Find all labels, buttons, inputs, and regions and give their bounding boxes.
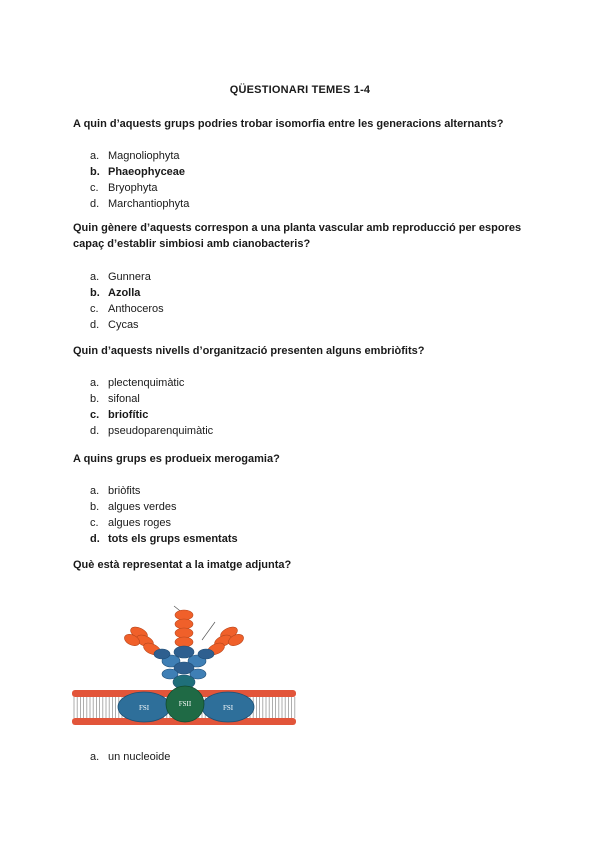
question-4: A quins grups es produeix merogamia?: [73, 453, 280, 465]
option-label: Marchantiophyta: [108, 198, 190, 210]
option-marker: c.: [90, 517, 99, 529]
option-marker: b.: [90, 287, 100, 299]
option-label: algues verdes: [108, 501, 177, 513]
option-label: sifonal: [108, 393, 140, 405]
option-4d[interactable]: [90, 531, 238, 547]
option-2a[interactable]: [90, 269, 164, 285]
option-label: un nucleoide: [108, 751, 171, 763]
question-5: Què està representat a la imatge adjunta?: [73, 559, 292, 571]
option-label: pseudoparenquimàtic: [108, 425, 214, 437]
option-3b[interactable]: [90, 391, 213, 407]
option-3a[interactable]: [90, 375, 213, 391]
option-marker: a.: [90, 271, 100, 283]
option-marker: d.: [90, 319, 100, 331]
fsi-right-label: FSI: [222, 704, 234, 712]
option-marker: a.: [90, 751, 100, 763]
option-3d[interactable]: [90, 423, 213, 439]
page-title: QÜESTIONARI TEMES 1-4: [229, 84, 371, 96]
option-marker: a.: [90, 485, 100, 497]
option-label: Azolla: [108, 287, 141, 299]
question-1-options: [90, 148, 189, 212]
question-1: A quin d’aquests grups podries trobar isomorfia entre les generacions alternants?: [73, 118, 504, 130]
option-label: Magnoliophyta: [108, 150, 180, 162]
option-label: briofític: [108, 409, 149, 421]
option-marker: c.: [90, 303, 99, 315]
question-2: Quin gènere d’aquests correspon a una planta vascular amb reproducció per espores capaç d’establir simbiosi amb cianobacteris?: [73, 222, 522, 250]
option-marker: a.: [90, 377, 100, 389]
phycobilisome-core: [154, 646, 214, 689]
option-5a[interactable]: [90, 749, 170, 765]
option-marker: a.: [90, 150, 100, 162]
option-1d[interactable]: [90, 196, 189, 212]
option-2b[interactable]: [90, 285, 164, 301]
option-label: Bryophyta: [108, 182, 158, 194]
option-4b[interactable]: [90, 499, 238, 515]
option-marker: b.: [90, 166, 100, 178]
option-marker: d.: [90, 425, 100, 437]
option-label: Anthoceros: [108, 303, 164, 315]
option-label: Gunnera: [108, 271, 151, 283]
question-5-options: [90, 749, 170, 765]
option-4c[interactable]: [90, 515, 238, 531]
option-label: briòfits: [108, 485, 141, 497]
question-2-options: [90, 269, 164, 333]
option-label: Phaeophyceae: [108, 166, 186, 178]
option-2c[interactable]: [90, 301, 164, 317]
option-2d[interactable]: [90, 317, 164, 333]
option-1c[interactable]: [90, 180, 189, 196]
option-label: tots els grups esmentats: [108, 533, 238, 545]
option-marker: c.: [90, 182, 99, 194]
option-marker: b.: [90, 393, 100, 405]
option-4a[interactable]: [90, 483, 238, 499]
fsi-left-label: FSI: [138, 704, 150, 712]
option-label: algues roges: [108, 517, 171, 529]
option-marker: d.: [90, 533, 100, 545]
option-label: plectenquimàtic: [108, 377, 185, 389]
question-4-options: [90, 483, 238, 547]
question-3: Quin d’aquests nivells d’organització presenten alguns embriòfits?: [73, 345, 425, 357]
option-label: Cycas: [108, 319, 139, 331]
option-1b[interactable]: [90, 164, 189, 180]
option-1a[interactable]: [90, 148, 189, 164]
photosystem-figure: [70, 600, 298, 730]
option-3c[interactable]: [90, 407, 213, 423]
question-3-options: [90, 375, 213, 439]
option-marker: b.: [90, 501, 100, 513]
option-marker: c.: [90, 409, 100, 421]
option-marker: d.: [90, 198, 100, 210]
fsii-label: FSII: [178, 700, 192, 708]
